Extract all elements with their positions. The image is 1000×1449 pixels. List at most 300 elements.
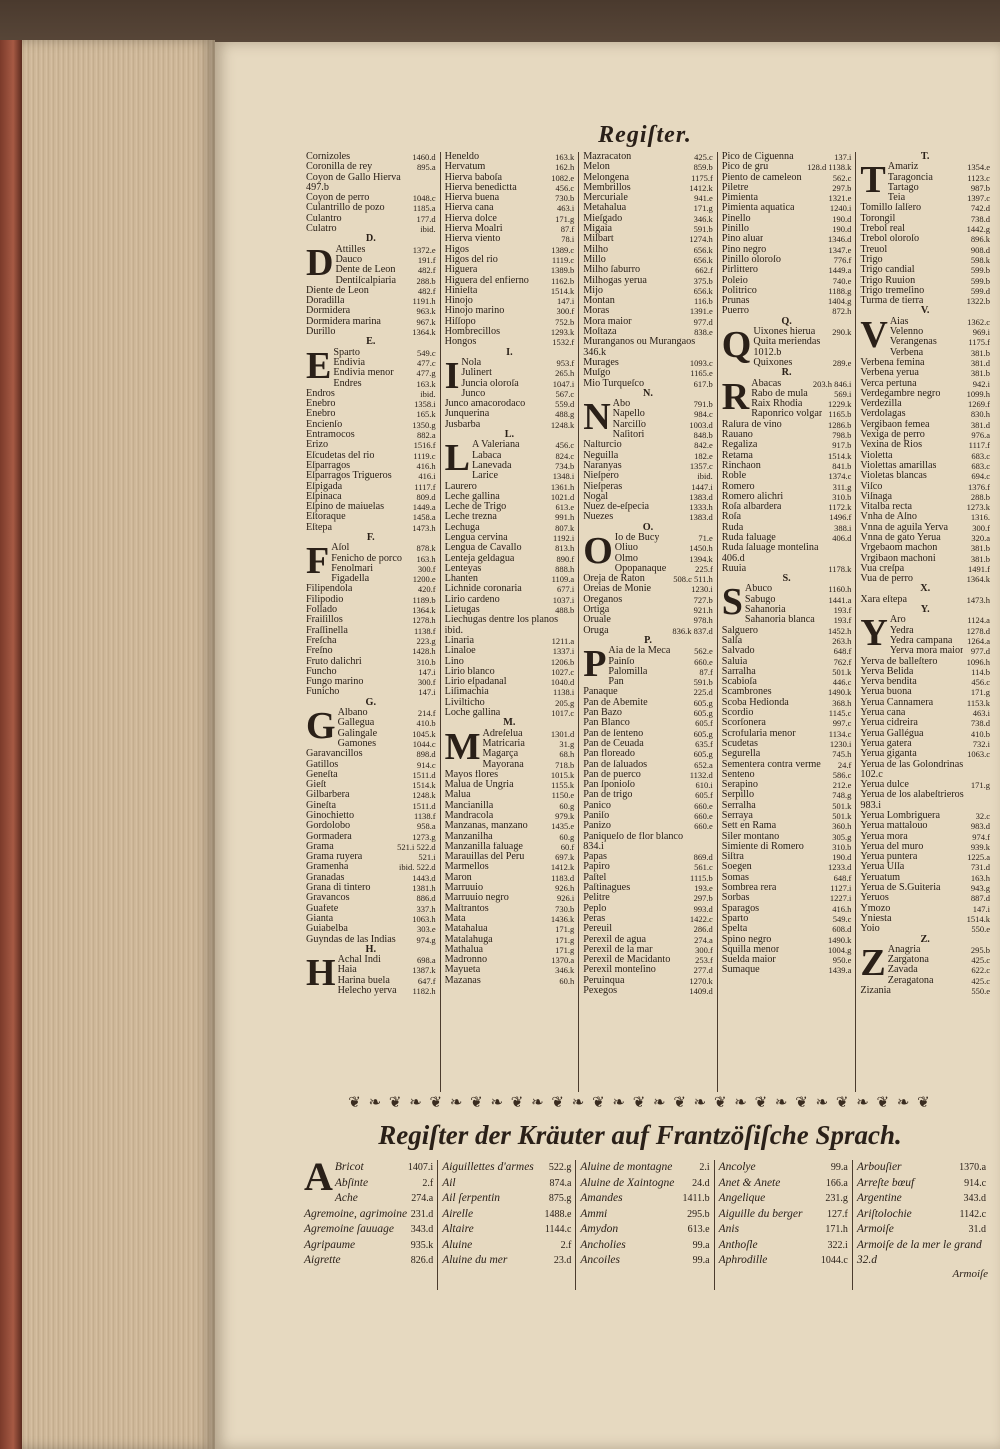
index-entry — [860, 564, 990, 574]
entry-page: 1096.h — [966, 656, 990, 667]
entry-name: Sumaque — [721, 965, 760, 976]
index-entry — [890, 615, 990, 625]
index-entry — [615, 554, 713, 564]
initial-letter: M — [444, 725, 481, 768]
initial-letter: Y — [860, 612, 888, 655]
entry-name: Nola — [461, 357, 482, 368]
index-entry — [472, 461, 574, 471]
entry-name: Amandes — [580, 1192, 623, 1204]
entry-name: Oruale — [583, 615, 611, 626]
index-entry — [722, 883, 852, 893]
entry-page: 1144.c — [544, 1224, 572, 1235]
entry-name: Trebol real — [860, 224, 905, 235]
index-entry — [445, 636, 575, 646]
entry-name: Anis — [718, 1223, 740, 1235]
entry-page: 683.c — [971, 450, 990, 461]
entry-name: Violettas amarillas — [860, 460, 937, 471]
index-entry — [445, 893, 575, 903]
entry-page: 1428.h — [412, 646, 436, 657]
entry-page: 1412.k — [689, 182, 713, 193]
entry-page: 1044.c — [820, 1255, 848, 1266]
entry-page: 166.a — [825, 1177, 848, 1189]
entry-page: 698.a — [416, 955, 436, 966]
entry-page: 798.b — [832, 430, 852, 441]
entry-page: 1514.k — [966, 913, 990, 924]
index-entry — [722, 801, 852, 811]
index-entry — [722, 935, 852, 945]
index-entry — [331, 543, 435, 553]
entry-name: Paſtel — [583, 872, 607, 883]
index-entry — [722, 152, 852, 162]
entry-name: Nogal — [583, 491, 609, 502]
entry-page: 300.f — [972, 522, 990, 533]
index-entry — [445, 955, 575, 965]
index-entry — [860, 523, 990, 533]
entry-name: Vnna de gato Yerua — [860, 532, 941, 543]
index-entry — [445, 409, 575, 419]
entry-name: Sahanoria blanca — [744, 615, 815, 626]
index-entry — [583, 255, 713, 265]
index-entry — [722, 183, 852, 193]
index-entry — [583, 924, 713, 934]
entry-page: 190.d — [832, 224, 852, 235]
index-entry — [722, 451, 852, 461]
entry-name: Eſcudetas del rio — [306, 450, 375, 461]
index-entry — [722, 924, 852, 934]
index-entry — [583, 739, 713, 749]
index-entry — [890, 337, 990, 347]
entry-name: Malua de Ungria — [444, 780, 514, 791]
entry-name: Salvado — [721, 646, 755, 657]
entry-name: Galingale — [337, 728, 378, 739]
entry-name: Arreſte bœuf — [856, 1176, 915, 1189]
register-column — [302, 152, 441, 1092]
index-entry — [482, 729, 574, 739]
entry-page: 71.e — [698, 532, 713, 543]
entry-page: 171.g — [970, 780, 990, 791]
entry-page: 826.d — [410, 1255, 434, 1266]
entry-name: Culatro — [306, 224, 337, 235]
entry-page: 171.g — [555, 213, 575, 224]
entry-name: Aluine — [442, 1238, 473, 1251]
entry-name: Attilles — [335, 244, 366, 255]
index-entry — [445, 698, 575, 708]
index-entry — [753, 337, 851, 347]
initial-letter: H — [306, 952, 336, 995]
entry-page: 1206.b — [550, 656, 575, 667]
index-entry — [722, 893, 852, 903]
entry-name: Mancianilla — [444, 800, 494, 811]
index-entry — [583, 584, 713, 594]
entry-page: 1138.i — [553, 687, 575, 698]
index-entry — [722, 214, 852, 224]
entry-page: 310.b — [416, 656, 436, 667]
entry-name: Ail — [442, 1176, 456, 1189]
index-entry — [722, 770, 852, 780]
entry-name: Verdezilla — [860, 399, 902, 410]
entry-name: Lenteyas — [444, 563, 482, 574]
entry-page: 406.d — [832, 532, 852, 543]
entry-page: 1490.k — [828, 687, 852, 698]
entry-page: 147.i — [418, 687, 436, 698]
entry-page: 599.b — [970, 265, 990, 276]
entry-name: Higos — [444, 244, 469, 255]
french-entry — [580, 1253, 709, 1269]
entry-name: Ail ſerpentin — [442, 1192, 501, 1204]
entry-name: Juncia oloroſa — [461, 378, 519, 389]
entry-name: Marruuio negro — [444, 893, 509, 904]
entry-page: 1045.k — [412, 728, 436, 739]
entry-page: 1017.c — [551, 708, 575, 719]
index-entry — [613, 409, 713, 419]
entry-page: 1488.e — [544, 1208, 572, 1220]
entry-page: 1269.f — [968, 399, 990, 410]
french-column — [576, 1160, 714, 1290]
entry-name: Vnha de Aſno — [860, 512, 917, 523]
entry-page: 1443.d — [412, 872, 436, 883]
index-entry — [583, 595, 713, 605]
entry-page: 2.f — [422, 1177, 434, 1189]
index-entry — [445, 224, 575, 234]
entry-page: 730.b — [555, 903, 575, 914]
index-entry — [338, 955, 436, 965]
entry-page: 656.k — [693, 285, 713, 296]
entry-name: Yeruos — [860, 893, 889, 904]
index-entry — [583, 893, 713, 903]
entry-name: Saluia — [721, 656, 748, 667]
entry-name: Io de Bucy — [614, 532, 660, 543]
index-entry — [615, 533, 713, 543]
entry-page: 501.k — [832, 666, 852, 677]
entry-page: 1394.k — [689, 553, 713, 564]
french-entry — [580, 1222, 709, 1238]
register-column — [718, 152, 857, 1092]
index-entry — [306, 584, 436, 594]
entry-name: Liſimachia — [444, 687, 489, 698]
index-entry — [445, 286, 575, 296]
entry-name: Jusbarba — [444, 419, 481, 430]
index-entry — [722, 842, 852, 852]
entry-page: 320.a — [971, 532, 990, 543]
entry-page: 978.h — [693, 615, 713, 626]
entry-page: 697.k — [555, 852, 575, 863]
entry-page: 295.b — [687, 1208, 710, 1220]
index-entry — [445, 234, 575, 244]
entry-name: Yeruatum — [860, 872, 901, 883]
entry-page: 310.b — [832, 841, 852, 852]
entry-page: 346.k — [693, 213, 713, 224]
entry-page: 734.b — [555, 460, 575, 471]
entry-name: Figadella — [331, 574, 370, 585]
entry-page: 613.e — [555, 502, 575, 513]
entry-name: Yerua gatera — [860, 738, 912, 749]
entry-name: Eſtepa — [306, 522, 333, 533]
initial-letter: N — [583, 396, 611, 439]
entry-name: Labaca — [471, 450, 502, 461]
entry-page: 745.h — [832, 749, 852, 760]
entry-page: 488.g — [555, 409, 575, 420]
index-entry — [338, 729, 436, 739]
index-entry — [745, 605, 851, 615]
entry-name: Sabugo — [744, 594, 776, 605]
index-entry — [306, 914, 436, 924]
entry-name: Sarralha — [721, 666, 756, 677]
entry-name: Ache — [334, 1192, 358, 1204]
entry-page: 1240.i — [829, 203, 852, 214]
entry-name: Vrgibaon machoni — [860, 553, 936, 564]
entry-name: Vexiga de perro — [860, 430, 925, 441]
index-entry — [583, 451, 713, 461]
index-entry — [306, 471, 436, 481]
index-entry — [482, 749, 574, 759]
entry-name: Lengua cervina — [444, 532, 508, 543]
entry-name: Rabo de mula — [751, 388, 808, 399]
entry-page: 1397.c — [967, 193, 990, 204]
entry-name: Vergibaon femea — [860, 419, 930, 430]
entry-page: 1516.f — [413, 440, 436, 451]
entry-page: 549.c — [832, 913, 852, 924]
entry-name: Vua de perro — [860, 574, 913, 585]
entry-name: Metahalua — [583, 203, 627, 214]
entry-name: Lirio cardeno — [444, 594, 500, 605]
index-entry — [860, 862, 990, 872]
entry-name: A Valeriana — [471, 440, 520, 451]
entry-page: 368.h — [832, 697, 852, 708]
index-entry — [860, 389, 990, 399]
entry-name: Moſtaza — [583, 327, 617, 338]
entry-page: 662.f — [695, 265, 713, 276]
entry-name: Marmellos — [444, 862, 489, 873]
index-entry — [583, 965, 713, 975]
entry-page: 171.h — [825, 1224, 848, 1235]
entry-page: 1364.k — [966, 574, 990, 585]
index-entry — [860, 430, 990, 440]
section-letter: V. — [920, 305, 930, 317]
entry-name: Gatillos — [306, 759, 339, 770]
entry-name: Bricot — [334, 1161, 364, 1173]
initial-letter: A — [304, 1154, 333, 1199]
entry-name: Funcho — [306, 666, 337, 677]
index-entry — [335, 255, 435, 265]
index-entry — [722, 245, 852, 255]
entry-name: Sett en Rama — [721, 821, 777, 832]
index-entry — [722, 729, 852, 739]
entry-name: Serapino — [721, 780, 758, 791]
entry-page: 1248.k — [412, 790, 436, 801]
index-entry — [306, 770, 436, 780]
entry-page: 562.c — [832, 172, 852, 183]
index-entry — [722, 945, 852, 955]
entry-name: Painſo — [608, 656, 635, 667]
section-letter: D. — [365, 233, 376, 245]
entry-page: 652.a — [694, 759, 713, 770]
entry-name: Gineſta — [306, 800, 336, 811]
entry-name: Siſtra — [721, 852, 744, 863]
entry-page: 193.f — [833, 615, 852, 626]
entry-page: 1286.b — [828, 419, 852, 430]
section-letter: I. — [506, 346, 513, 358]
entry-page: 569.i — [834, 388, 852, 399]
index-entry — [333, 368, 435, 378]
entry-name: Yerua de las Golondrinas — [860, 759, 964, 770]
entry-name: Regaliza — [721, 440, 758, 451]
entry-page: 740.e — [832, 275, 852, 286]
entry-page: 1165.e — [690, 368, 713, 379]
section-letter: H. — [365, 943, 377, 955]
entry-name: Zizania — [860, 986, 891, 997]
index-entry — [306, 605, 436, 615]
entry-name: Vexina de Rios — [860, 440, 923, 451]
index-entry — [306, 667, 436, 677]
index-entry — [445, 543, 575, 553]
initial-letter: L — [444, 437, 470, 480]
index-entry — [306, 657, 436, 667]
section-letter: Z. — [920, 933, 930, 945]
entry-page: 1124.a — [967, 615, 990, 626]
french-entry — [857, 1160, 986, 1176]
entry-name: Mazanas — [444, 975, 481, 986]
initial-letter: S — [721, 581, 743, 624]
entry-name: Abuco — [744, 584, 773, 595]
entry-page: 807.k — [555, 522, 575, 533]
entry-name: Durillo — [306, 327, 336, 338]
index-entry — [860, 883, 990, 893]
entry-name: Abacas — [751, 378, 782, 389]
index-entry — [888, 965, 990, 975]
index-entry — [722, 636, 852, 646]
entry-page: 969.i — [972, 327, 990, 338]
entry-page: 752.b — [555, 316, 575, 327]
entry-page: 694.c — [971, 471, 990, 482]
entry-name: Lengua de Cavallo — [444, 543, 522, 554]
entry-page: 1383.d — [689, 512, 713, 523]
entry-name: Peras — [583, 913, 606, 924]
index-entry — [306, 636, 436, 646]
entry-name: Hinojo marino — [444, 306, 505, 317]
entry-name: Salguero — [721, 625, 758, 636]
french-entry — [719, 1222, 848, 1238]
initial-letter: Z — [860, 941, 886, 984]
entry-page: 223.g — [416, 635, 436, 646]
entry-page: 921.h — [693, 605, 713, 616]
entry-page: 1389.b — [550, 265, 575, 276]
entry-name: Amariz — [887, 162, 919, 173]
entry-page: 127.f — [826, 1208, 848, 1220]
entry-page: 1391.e — [689, 306, 713, 317]
index-entry — [608, 667, 712, 677]
index-entry — [888, 193, 990, 203]
entry-page: 1182.h — [412, 986, 436, 997]
initial-letter: P — [583, 643, 607, 686]
entry-name: Hongos — [444, 337, 477, 348]
entry-name: Velenno — [889, 327, 924, 338]
entry-page: 677.i — [556, 584, 575, 595]
initial-letter: G — [306, 705, 336, 748]
entry-name: Ruuia — [721, 563, 747, 574]
index-entry — [583, 482, 713, 492]
index-entry — [722, 193, 852, 203]
index-entry — [306, 904, 436, 914]
entry-page: 521.i — [418, 852, 436, 863]
entry-page: 1047.i — [552, 378, 575, 389]
index-entry — [583, 276, 713, 286]
entry-name: Higuera del enfierno — [444, 275, 529, 286]
entry-page: 163.k — [555, 152, 575, 162]
entry-name: Rinchaon — [721, 460, 761, 471]
index-entry — [722, 965, 852, 975]
entry-name: Viſnaga — [860, 491, 893, 502]
entry-page: 60.h — [559, 975, 575, 986]
entry-page: 300.f — [417, 563, 436, 574]
entry-name: Yerva de balleſtero — [860, 656, 938, 667]
index-entry — [722, 677, 852, 687]
entry-name: Xara eſtepa — [860, 594, 908, 605]
entry-name: Abo — [612, 399, 631, 410]
index-entry — [722, 533, 852, 543]
index-entry — [608, 657, 712, 667]
entry-page: 950.e — [832, 955, 852, 966]
index-entry — [445, 862, 575, 872]
entry-name: Panico — [583, 800, 611, 811]
index-entry — [888, 162, 990, 172]
index-entry — [722, 821, 852, 831]
entry-name: Scordio — [721, 708, 754, 719]
entry-page: 830.h — [970, 409, 990, 420]
entry-name: Ariſtolochie — [856, 1207, 912, 1220]
entry-name: Yerua del muro — [860, 841, 924, 852]
entry-page: 1337.i — [552, 646, 575, 657]
entry-name: Eſpinaca — [306, 491, 342, 502]
index-entry — [306, 595, 436, 605]
french-entry — [335, 1160, 433, 1176]
entry-name: Rauano — [721, 430, 753, 441]
entry-page: 605.g — [693, 697, 713, 708]
entry-name: Pino negro — [721, 244, 767, 255]
index-entry — [333, 358, 435, 368]
entry-name: Aiguille du berger — [718, 1207, 803, 1220]
index-entry — [306, 173, 436, 183]
index-entry — [860, 492, 990, 502]
entry-name: Nieſpero — [583, 471, 619, 482]
entry-name: Narciſſo — [612, 419, 647, 430]
entry-page: 147.i — [418, 666, 436, 677]
entry-page: 991.h — [555, 512, 575, 523]
index-entry — [583, 955, 713, 965]
section-letter: F. — [366, 531, 375, 543]
index-entry — [445, 327, 575, 337]
index-entry — [753, 327, 851, 337]
entry-page: ibid. — [697, 471, 713, 482]
register-column — [856, 152, 994, 1092]
entry-page: 456.c — [971, 677, 990, 688]
french-entry — [442, 1191, 571, 1207]
section-letter: X. — [920, 583, 931, 595]
entry-name: Scudetas — [721, 738, 758, 749]
entry-page: 1142.c — [959, 1208, 987, 1220]
entry-name: Perexil de agua — [583, 934, 646, 945]
entry-page: 1447.i — [691, 481, 713, 492]
entry-page: 591.b — [693, 677, 713, 688]
index-entry — [583, 790, 713, 800]
entry-name: Junquerina — [444, 409, 490, 420]
entry-page: 939.k — [970, 841, 990, 852]
entry-name: Paniqueſo de flor blanco — [583, 831, 684, 842]
index-entry — [583, 193, 713, 203]
index-entry — [860, 368, 990, 378]
index-entry — [445, 502, 575, 512]
index-entry — [860, 420, 990, 430]
entry-name: Endivia menor — [333, 368, 394, 379]
